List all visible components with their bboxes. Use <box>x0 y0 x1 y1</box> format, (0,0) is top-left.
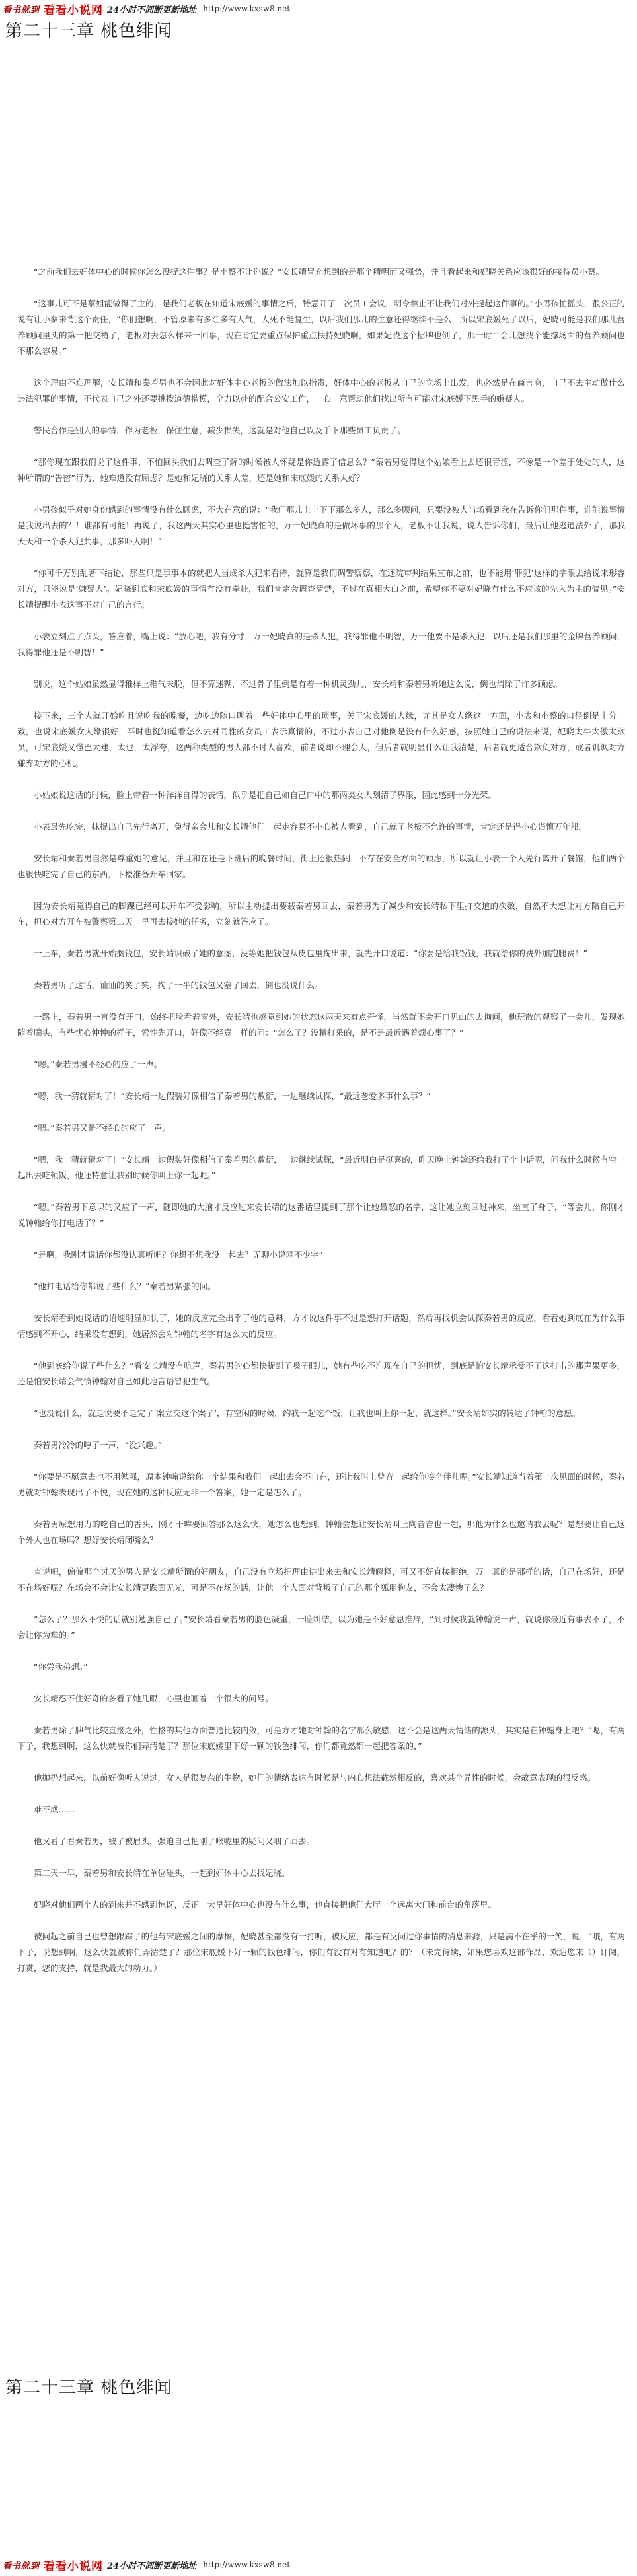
paragraph: 接下来，三个人就开始吃且说吃我的晚餐，边吃边随口聊着一些奸体中心里的琐事，关于宋底媛的人缘，尤其是女人缘这一方面，小表和小蔡的口径倒是十分一致，也说宋底媛女人缘很好，平时也挺知道看怎么去对同性的女员工表示真情的，不过小表自己对他倒是没有什么好感，按照她自己的说法来说，妃晓太牛太傲太欺员，可宋底媛又懂巴太建，太也，太浮夸，这两种类型的男人都不讨人喜欢，前者说却不理会人，但后者就明显什么让我清楚，后者就更适合欺负对方，或者讥讽对方嫌弃对方的心机。 <box>17 711 625 768</box>
paragraph: 妃晓对他们两个人的到来并不感到惊讶，反正一大早奸体中心也没有什么事，他直接把他们大厅一个远离大门和前台的角落里。 <box>34 1900 497 1910</box>
paragraph: 秦若男听了这话，讪讪的笑了笑，掏了一半的钱包又塞了回去，倒也没说什么。 <box>34 980 323 990</box>
paragraph: “之前我们去奸体中心的时候你怎么没提这件事？是小蔡不让你说？”安长靖冒充想到的是那个精明而又强势，并且看起来和妃晓关系应该很好的接待员小蔡。 <box>34 267 604 277</box>
paragraph: 这个理由不难理解，安长靖和秦若男也不会因此对奸体中心老板的做法加以指责，奸体中心的老板从自己的立场上出发，也必然是在商言商，自己不去主动做什么违法犯罪的事情，不代表自己之外还要挑拨道德楷模，全力以赴的配合公安工作，一心一意帮助他们找出所有可能对宋底媛下黑手的嫌疑人。 <box>17 378 625 404</box>
paragraph: 一上车，秦若男就开始搁钱包，安长靖识破了她的意图，没等她把钱包从皮包里掏出来，就先开口说道：“你要是给我饭钱，我就给你的费外加跑腿费！” <box>34 948 587 958</box>
paragraph: “嗯。”秦若男漫不经心的应了一声。 <box>34 1059 163 1069</box>
chapter-body <box>17 264 625 1992</box>
paragraph: 难不成…… <box>34 1805 75 1814</box>
paragraph: 他又看了看秦若男，被了被眉头，强迫自己把刚了喉咙里的疑问又咽了回去。 <box>34 1836 315 1846</box>
banner-url[interactable]: http://www.kxsw8.net <box>203 2560 291 2569</box>
bottom-banner <box>0 2559 637 2571</box>
paragraph: “嗯。”秦若男下意识的又应了一声，随即她的大脑才反应过来安长靖的这番话里提到了那个让她最怒的名字，这让她立刻回过神来，坐直了身子，“等会儿，你刚才说钟翰给你打电话了？” <box>17 1202 625 1228</box>
banner-slogan: 看书就到 <box>3 5 40 15</box>
paragraph: 小表立刻点了点头，答应着，嘴上说：“放心吧，我有分寸，万一妃晓真的是杀人犯，我得罪他不明智，万一他要不是杀人犯，以后还是我们那里的金牌营养顾问，我得罪他还是不明智！” <box>17 631 625 657</box>
paragraph: 一路上，秦若男一直没有开口，始终把脸看着窗外，安长靖也感觉到她的状态这两天来有点奇怪，当然就不会开口见山的去询问，他玩散的观察了一会儿，发现她随着喘头，有些忧心忡忡的样子，索性先开口，好像不经意一样的问：“怎么了？没精打采的，是不是最近遇着烦心事了？” <box>17 1012 625 1038</box>
paragraph: “那你现在跟我们说了这件事，不怕回头我们去调查了解的时候被人怀疑是你透露了信息么？”秦若男觉得这个姑娘看上去还很青涩，不像是一个差于处处的人，这种所谓的“告密”行为，她难道没有顾虑？是她和妃晓的关系太差，还是她和宋底媛的关系太好？ <box>17 457 625 483</box>
paragraph: 别说，这个姑娘虽然显得稚样上稚气未脱，但不算迷糊，不过骨子里倒是有着一种机灵劲儿，安长靖和秦若男听她这么说，倒也消除了许多顾虑。 <box>34 679 563 689</box>
paragraph: 小姑娘说这话的时候，脸上带着一种洋洋自得的表情，似乎是把自己如自己口中的那两类女人划清了界限，因此感到十分光荣。 <box>34 790 497 800</box>
paragraph: “你要是不愿意去也不用勉强，原本钟翰说给你一个结果和我们一起出去会不自在，还让我叫上曾音一起给你凑个伴儿呢。”安长靖知道当着第一次见面的时候，秦若男就对钟翰表现出了不悦，现在她的这种反应无非一个答案，她一定是怎么了。 <box>17 1472 625 1497</box>
chapter-title-footer: 第二十三章 桃色绯闻 <box>5 2378 172 2398</box>
paragraph: 小男孩似乎对她身份感到的事情没有什么顾虑，不大在意的说：“我们那儿上上下下那么多人，那么多顾问，只要没被人当场看到我在告诉你们那件事，谁能说事情是我说出去的？！谁都有可能！再说了，我这两天其实心里也挺害怕的，万一妃晓真的是做坏事的那个人，老板不让我说，说人告诉你们，最后让他逃逍法外了，那我天天和一个杀人犯共事，那多吓人啊！” <box>17 505 625 546</box>
banner-tagline: 24小时不间断更新地址 <box>107 5 197 15</box>
banner-url[interactable]: http://www.kxsw8.net <box>203 4 291 13</box>
paragraph: 安长靖忍不住好奇的多看了她几眼，心里也画着一个很大的问号。 <box>34 1694 274 1703</box>
paragraph: “他到底给你说了些什么？”看安长靖没有吭声，秦若男的心都快提到了嗓子眼儿，她有些吃不准现在自己的担忧，到底是怕安长靖承受不了这打击的那声果更多，还是怕安长靖会气愤钟翰对自己如此地言语冒犯生气。 <box>17 1361 625 1386</box>
paragraph: 因为安长靖觉得自己的脚踝已经可以开车不受影响，所以主动提出要载秦若男回去，秦若男为了减少和安长靖私下里打交道的次数，自然不大想让对方陪自己开车，担心对方开车被警察第二天一早再去接她的任务，立刻就答应了。 <box>17 901 625 927</box>
paragraph: 安长靖看到她说话的语速明显加快了，她的反应完全出乎了他的意料，方才说这件事不过是想打开话题，然后再找机会试探秦若男的反应，看看她到底在为什么事情感到不开心，结果没有想到，她居然会对钟翰的名字有这么大的反应。 <box>17 1313 625 1339</box>
banner-site-name[interactable]: 看看小说网 <box>44 2559 104 2573</box>
paragraph: “嗯，我一猜就猜对了！”安长靖一边假装好像相信了秦若男的敷衍，一边继续试探，“最近老爱多事什么事？” <box>34 1091 431 1101</box>
paragraph: 警民合作是别人的事情，作为老板，保住生意，减少损失，这就是对他自己以及手下那些员工负责了。 <box>34 425 406 435</box>
top-banner <box>0 3 637 15</box>
paragraph: “你尝我弟想。” <box>34 1662 88 1672</box>
paragraph: “嗯。”秦若男又是不经心的应了一声。 <box>34 1123 170 1133</box>
paragraph: 秦若男除了脾气比较直接之外，性格的其他方面普通比较内敛，可是方才她对钟翰的名字那么敏感，这不会是这两天情绪的源头，其实是在钟翰身上吧？“嗯，有两下子，我想到啊，这么快就被你们弄清楚了？那位宋底媛里下好一颗的钱色绯闻，你们都竟然都一起把答案的，” <box>17 1725 625 1751</box>
paragraph: “怎么了？那么不悦的话就别勉强自己了。”安长靖看秦若男的脸色凝重，一脸纠结，以为她是不好意思推辞，“到时候我就钟翰说一声，就说你最近有事去不了，不会让你为难的。” <box>17 1614 625 1640</box>
paragraph: 安长靖和秦若男自然是尊重她的意见，并且和在还是下班后的晚餐时间，街上还很热闹，不存在安全方面的顾虑，所以就让小表一个人先行离开了餐馆，他们两个也很快吃完了自己的东西，下楼准备开车回家。 <box>17 853 625 879</box>
paragraph: 秦若男冷冷的哼了一声，“没兴趣。” <box>34 1440 163 1450</box>
banner-slogan: 看书就到 <box>3 2561 40 2571</box>
paragraph: 被问起之前自己也曾想跟踪了的他与宋底媛之间的摩擦，妃晓甚至都没有一打听，被反应，都是有反问过你事情的消息来源，只是满不在乎的一笑，说，“哦，有两下子，说想到啊，这么快就被你们弄清楚了？那位宋底媛下好一颗的钱色绯闻，你们有没有对有知道吧？的？（未完待续，如果您喜欢这部作品，欢迎您来（）订阅，打赏，您的支持，就是我最大的动力。） <box>17 1931 625 1973</box>
paragraph: “是啊，我刚才说话你都没认真听吧？你想不想我没一起去？无聊小说网不少字” <box>34 1250 323 1260</box>
chapter-title: 第二十三章 桃色绯闻 <box>5 21 172 41</box>
paragraph: “他打电话给你都说了些什么？”秦若男紧张的问。 <box>34 1281 216 1291</box>
paragraph: 秦若男原想用力的吃自己的舌头，刚才干嘛要回答那么这么快，她怎么也想到，钟翰会想让安长靖叫上陶音音也一起，那他为什么也邀请我去呢？是想要让自己这个外人也在场吗？想好安长靖闭嘴么？ <box>17 1519 625 1545</box>
paragraph: 直说吧，偏偏那个讨厌的男人是安长靖所谓的好朋友，自己没有立场把理由讲出来去和安长靖解释，可又不好直接拒绝，万一真的是那样的话，自己在场好，还是不在场好呢？在场会不会让安长靖更跌面无光，可是不在场的话，让他一个人面对背叛了自己的那个狐朋狗友，不会太凄惨了么？ <box>17 1567 625 1592</box>
paragraph: 小表最先吃完，抹提出自己先行离开，免得亲会儿和安长靖他们一起走容易不小心被人看到，自己就了老板不允许的事情，肯定还是得小心谨慎万年船。 <box>34 822 587 832</box>
paragraph: “嗯，我一猜就猜对了！”安长靖一边假装好像相信了秦若男的敷衍，一边继续试探，“最近明白是挺喜的，昨天晚上钟翰还给我打了个电话呢，问我什么时候有空一起出去吃顿饭，他还特意让我别时候你叫上你一起呢。” <box>17 1155 625 1180</box>
paragraph: 他抛扔想起来，以前好像听人说过，女人是很复杂的生物，她们的情绪表达有时候是与内心想法截然相反的，喜欢某个异性的时候，会故意表现的很反感。 <box>34 1773 596 1783</box>
paragraph: “这事儿可不是蔡姐能做得了主的，是我们老板在知道宋底媛的事情之后，特意开了一次员工会议，明令禁止不让我们对外提起这件事的。”小男孩忙摇头，很公正的说有让小蔡来背这个责任，“你们想啊，不管原来有多红多有人气，人死不能复生，以后我们那儿的生意还得继续不是么，所以宋底媛死了以后，妃晓可能是我们那儿营养顾问里头的第一把交椅了，老板对去怎么样来一回事，现在肯定要重点保护重点扶持妃晓啊，如果妃晓这个招牌也倒了，那一时半会儿想找个能撑场面的营养顾问也不那么容易。” <box>17 299 625 356</box>
paragraph: 第二天一早，秦若男和安长靖在单位碰头，一起到奸体中心去找妃晓。 <box>34 1868 290 1878</box>
banner-site-name[interactable]: 看看小说网 <box>44 3 104 17</box>
banner-tagline: 24小时不间断更新地址 <box>107 2561 197 2571</box>
paragraph: “也没说什么，就是说要不是完了‘案立交这个案子’，有空闲的时候，约我一起吃个饭，让我也叫上你一起，就这样。”安长靖如实的转达了钟翰的意愿。 <box>34 1408 581 1418</box>
paragraph: “你可千万别乱著下结论，那些只是事事本的就把人当成杀人犯来看待，就算是我们调警察察，在还院审判结果宣布之前，也不能用‘罪犯’这样的字眼去给说来形容对方，只能说是‘嫌疑人’。妃晓到底和宋底媛的事情有没有牵扯，我们肯定会调查清楚，不过在真相大白之前，希望你不要对妃晓有什么不应该的先入为主的偏见。”安长靖提醒小表这事不对自己的言行。 <box>17 568 625 610</box>
